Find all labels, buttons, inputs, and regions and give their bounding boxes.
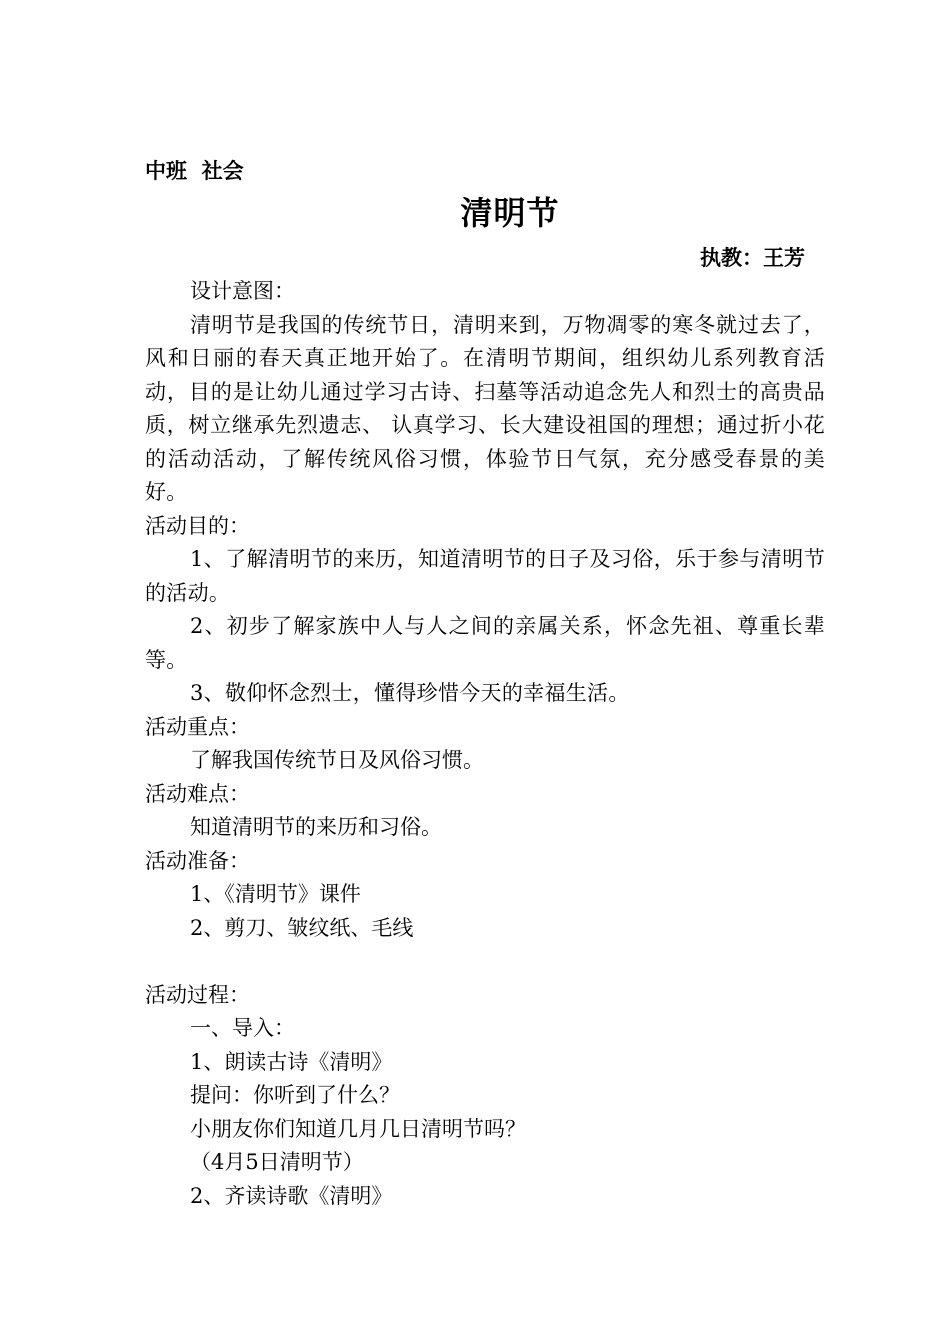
goals-heading: 活动目的： — [145, 513, 250, 538]
document-title: 清明节 — [460, 194, 560, 232]
teacher-label: 执教：王芳 — [700, 246, 805, 270]
document-body — [145, 275, 825, 1213]
design-intent-paragraph: 清明节是我国的传统节日，清明来到，万物凋零的寒冬就过去了，风和日丽的春天真正地开始了。在清明节期间，组织幼儿系列教育活动，目的是让幼儿通过学习古诗、扫墓等活动追念先人和烈士的高贵品质，树立继承先烈遗志、 认真学习、长大建设祖国的理想；通过折小花的活动活动，了解传统风俗习惯，体验节日气氛，充分感受春景的美好。 — [145, 312, 825, 504]
class-subject-label: 中班 社会 — [145, 159, 244, 183]
goal-item: 3、敬仰怀念烈士，懂得珍惜今天的幸福生活。 — [190, 681, 630, 705]
preparation-item: 1、《清明节》课件 — [190, 882, 361, 906]
key-point-text: 了解我国传统节日及风俗习惯。 — [190, 748, 484, 772]
difficulty-heading: 活动难点： — [145, 781, 250, 806]
process-line: 提问：你听到了什么？ — [190, 1083, 400, 1107]
process-line: 1、朗读古诗《清明》 — [190, 1049, 393, 1074]
process-line: 2、齐读诗歌《清明》 — [190, 1183, 393, 1208]
process-line: 一、导入： — [190, 1016, 295, 1040]
preparation-heading: 活动准备： — [145, 848, 250, 873]
process-line: 小朋友你们知道几月几日清明节吗？ — [190, 1116, 526, 1141]
goal-item: 1、了解清明节的来历，知道清明节的日子及习俗，乐于参与清明节的活动。 — [145, 547, 825, 605]
blank-line — [145, 945, 825, 979]
key-point-heading: 活动重点： — [145, 714, 250, 739]
design-intent-heading: 设计意图： — [190, 279, 295, 303]
goal-item: 2、初步了解家族中人与人之间的亲属关系，怀念先祖、尊重长辈等。 — [145, 614, 825, 672]
process-heading: 活动过程： — [145, 982, 250, 1007]
difficulty-text: 知道清明节的来历和习俗。 — [190, 815, 442, 839]
preparation-item: 2、剪刀、皱纹纸、毛线 — [190, 915, 414, 940]
process-line: （4月5日清明节） — [190, 1150, 364, 1174]
